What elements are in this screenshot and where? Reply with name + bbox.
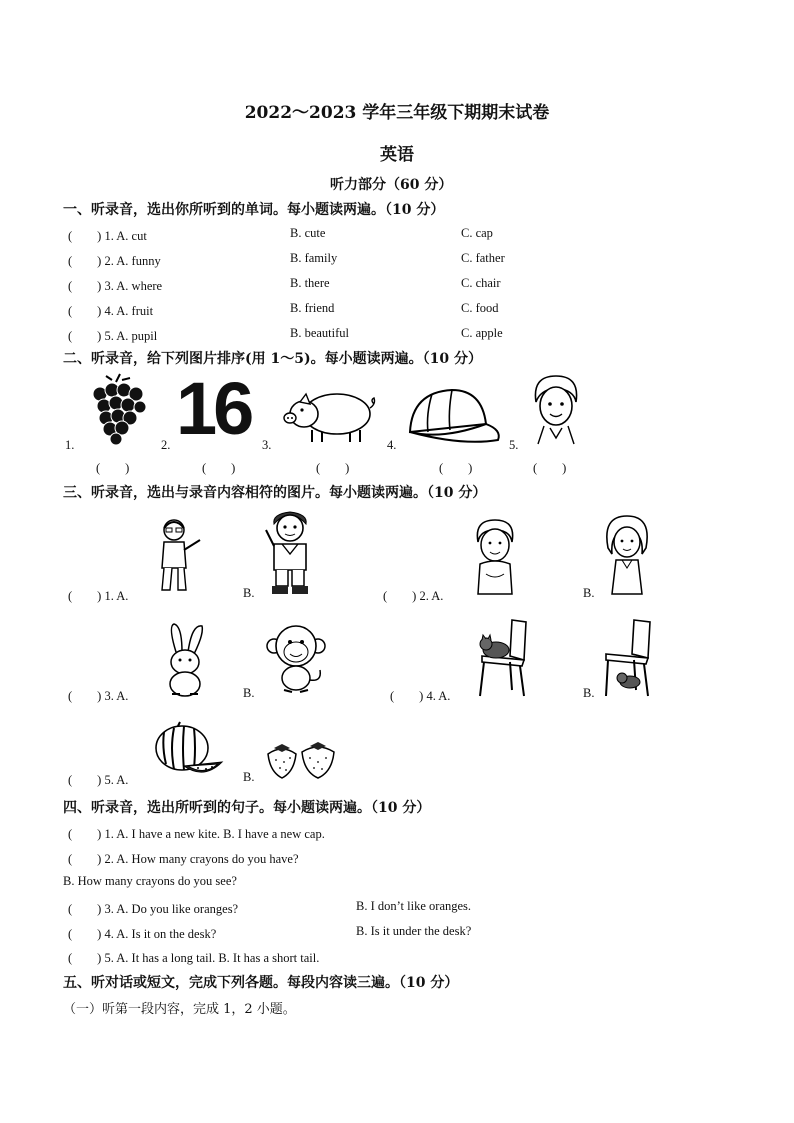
watermelon-picture [154, 722, 224, 782]
teacher-picture [152, 516, 212, 596]
s1-q4-b: B. friend [290, 301, 335, 315]
s3-q1-b: B. [243, 586, 255, 600]
s2-blank-5[interactable]: ( ) [533, 461, 567, 475]
cat-under-chair-picture [602, 616, 658, 698]
part-title: 听力部分（60 分） [330, 177, 453, 193]
strawberries-picture [264, 740, 340, 780]
s1-q1-a: ( ) 1. A. cut [68, 229, 147, 243]
pig-picture [282, 384, 378, 446]
s1-q1-b: B. cute [290, 226, 326, 240]
s3-q4-a: ( ) 4. A. [390, 689, 451, 703]
section-3-heading: 三、听录音，选出与录音内容相符的图片。每小题读两遍。（10 分） [63, 485, 487, 501]
s1-q3-c: C. chair [461, 276, 501, 290]
s4-q2-a: ( ) 2. A. How many crayons do you have? [68, 852, 299, 866]
s4-q5: ( ) 5. A. It has a long tail. B. It has a short tail. [68, 951, 320, 965]
subject-title: 英语 [380, 145, 414, 165]
section-1-heading: 一、听录音，选出你所听到的单词。每小题读两遍。（10 分） [63, 202, 445, 218]
s1-q2-a: ( ) 2. A. funny [68, 254, 161, 268]
s4-q3-b: B. I don’t like oranges. [356, 899, 472, 913]
s3-q2-a: ( ) 2. A. [383, 589, 444, 603]
section-2-heading: 二、听录音，给下列图片排序(用 1～5)。每小题读两遍。（10 分） [63, 351, 482, 367]
monkey-picture [266, 622, 326, 696]
number-16-picture: 16 [176, 367, 251, 450]
s1-q3-b: B. there [290, 276, 330, 290]
s1-q5-b: B. beautiful [290, 326, 350, 340]
s2-blank-1[interactable]: ( ) [96, 461, 130, 475]
s3-q5-b: B. [243, 770, 255, 784]
s4-q2-b: B. How many crayons do you see? [63, 874, 237, 888]
s2-blank-3[interactable]: ( ) [316, 461, 350, 475]
s1-q2-c: C. father [461, 251, 505, 265]
s3-q3-b: B. [243, 686, 255, 700]
s1-q3-a: ( ) 3. A. where [68, 279, 163, 293]
s1-q2-b: B. family [290, 251, 338, 265]
s2-label-5: 5. [509, 438, 519, 452]
grandma-picture [470, 518, 520, 596]
rabbit-picture [158, 622, 212, 698]
student-boy-picture [262, 508, 318, 600]
s4-q4-a: ( ) 4. A. Is it on the desk? [68, 927, 217, 941]
s1-q4-c: C. food [461, 301, 499, 315]
s4-q3-a: ( ) 3. A. Do you like oranges? [68, 902, 239, 916]
page-title: 2022～2023 学年三年级下期期末试卷 [244, 103, 550, 123]
s2-label-1: 1. [65, 438, 75, 452]
s3-q5-a: ( ) 5. A. [68, 773, 129, 787]
section-5-sub-1: （一）听第一段内容，完成 1，2 小题。 [63, 1002, 296, 1017]
s1-q5-a: ( ) 5. A. pupil [68, 329, 158, 343]
section-5-heading: 五、听对话或短文，完成下列各题。每段内容读三遍。（10 分） [63, 975, 459, 991]
grapes-picture [86, 374, 152, 446]
woman-face-picture [526, 372, 586, 446]
s1-q5-c: C. apple [461, 326, 503, 340]
section-4-heading: 四、听录音，选出所听到的句子。每小题读两遍。（10 分） [63, 800, 431, 816]
s4-q4-b: B. Is it under the desk? [356, 924, 472, 938]
s4-q1: ( ) 1. A. I have a new kite. B. I have a new cap. [68, 827, 325, 841]
cap-picture [402, 384, 506, 446]
s1-q1-c: C. cap [461, 226, 493, 240]
s3-q4-b: B. [583, 686, 595, 700]
girl-picture [602, 514, 652, 598]
s2-blank-2[interactable]: ( ) [202, 461, 236, 475]
s2-label-2: 2. [161, 438, 171, 452]
s2-label-3: 3. [262, 438, 272, 452]
s3-q2-b: B. [583, 586, 595, 600]
cat-on-chair-picture [476, 616, 532, 698]
s3-q3-a: ( ) 3. A. [68, 689, 129, 703]
s3-q1-a: ( ) 1. A. [68, 589, 129, 603]
s2-label-4: 4. [387, 438, 397, 452]
s2-blank-4[interactable]: ( ) [439, 461, 473, 475]
s1-q4-a: ( ) 4. A. fruit [68, 304, 154, 318]
